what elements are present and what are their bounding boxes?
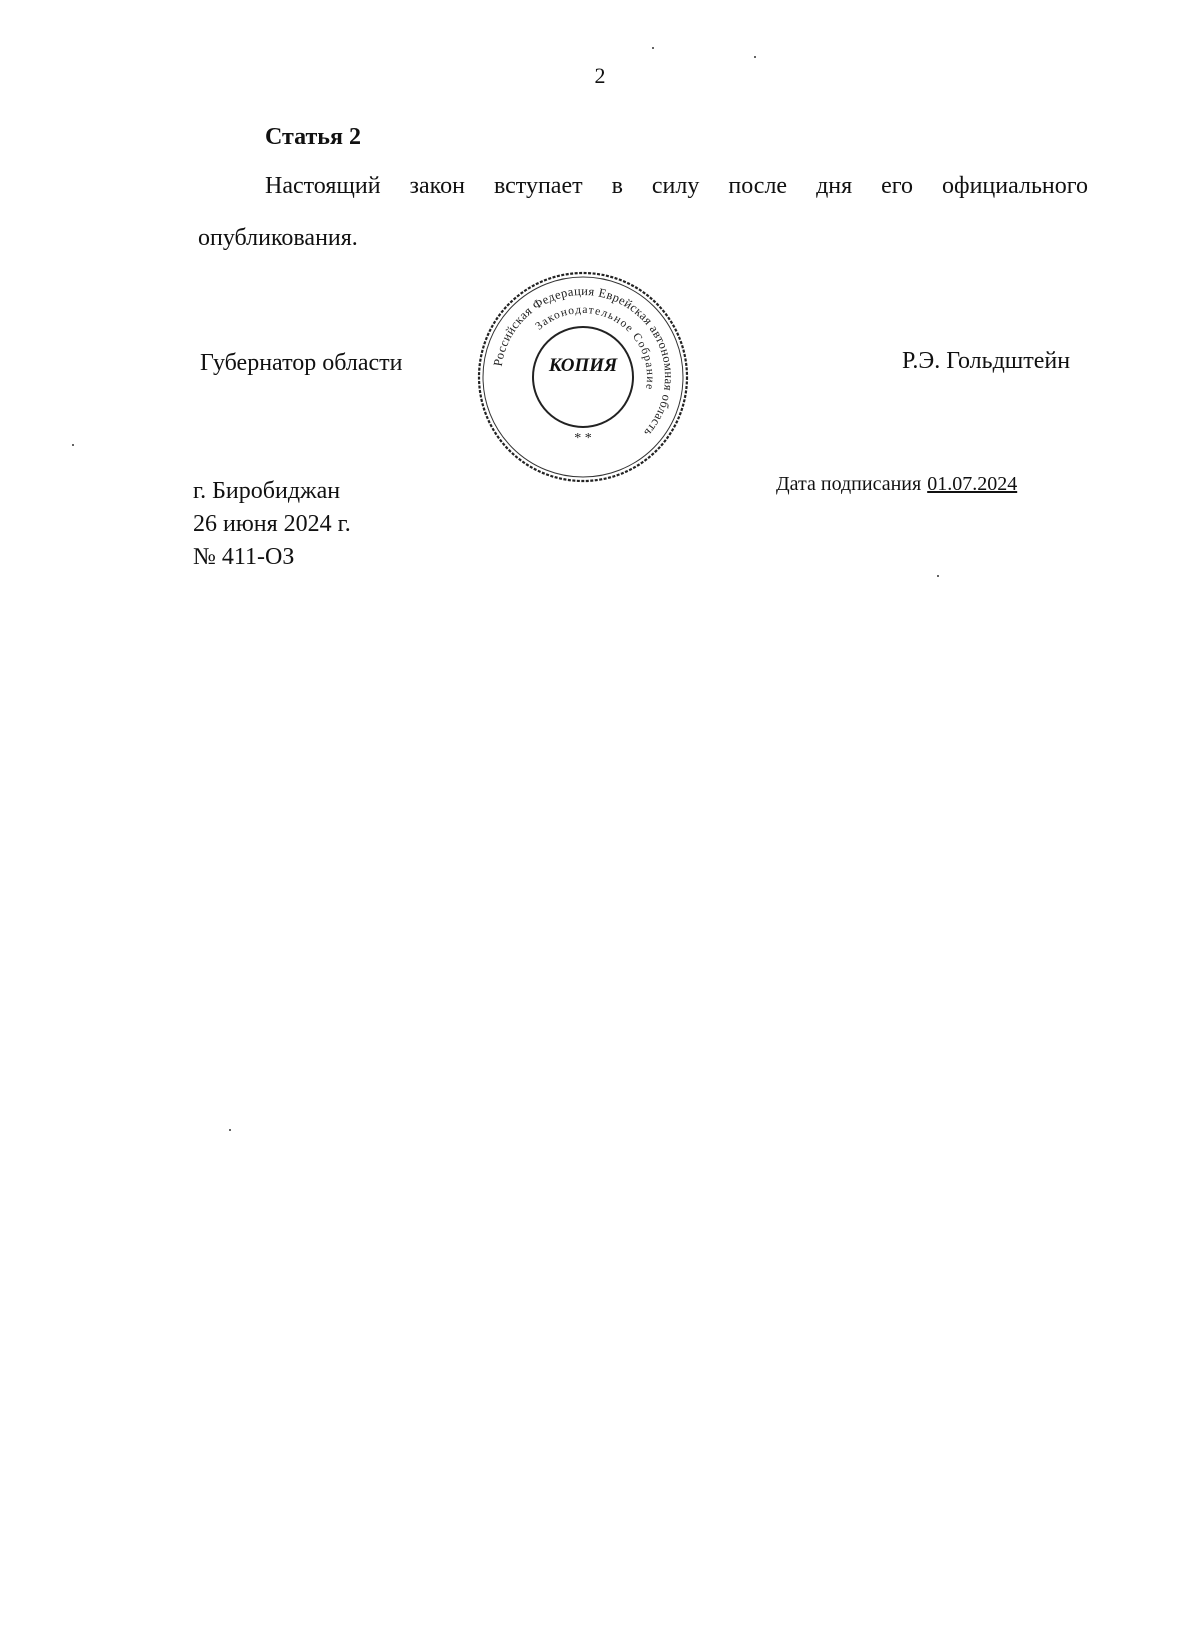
seal-inner-text: Законодательное Собрание — [533, 303, 657, 392]
official-seal — [476, 270, 690, 484]
issue-number: № 411-ОЗ — [193, 544, 295, 570]
seal-center-label: КОПИЯ — [548, 355, 618, 376]
scan-speck — [754, 56, 756, 58]
signer-name: Р.Э. Гольдштейн — [902, 348, 1071, 374]
signer-title: Губернатор области — [200, 350, 403, 376]
scan-speck — [229, 1129, 231, 1131]
issue-date: 26 июня 2024 г. — [193, 511, 351, 537]
article-text-line-1: Настоящий закон вступает в силу после дня его официального — [265, 173, 1088, 199]
signing-date-value: 01.07.2024 — [927, 473, 1018, 495]
signing-date-label: Дата подписания — [776, 473, 922, 495]
article-title: Статья 2 — [265, 124, 361, 150]
issue-details — [193, 475, 351, 574]
article-text-line-2: опубликования. — [198, 225, 358, 251]
seal-stars: * * — [574, 431, 592, 446]
scan-speck — [652, 47, 654, 49]
scan-speck — [72, 444, 74, 446]
signing-date — [776, 473, 1017, 496]
issue-place: г. Биробиджан — [193, 478, 341, 504]
scan-speck — [937, 575, 939, 577]
seal-outer-text: Российская Федерация Еврейская автономная область — [490, 283, 677, 440]
page-number: 2 — [594, 63, 606, 88]
